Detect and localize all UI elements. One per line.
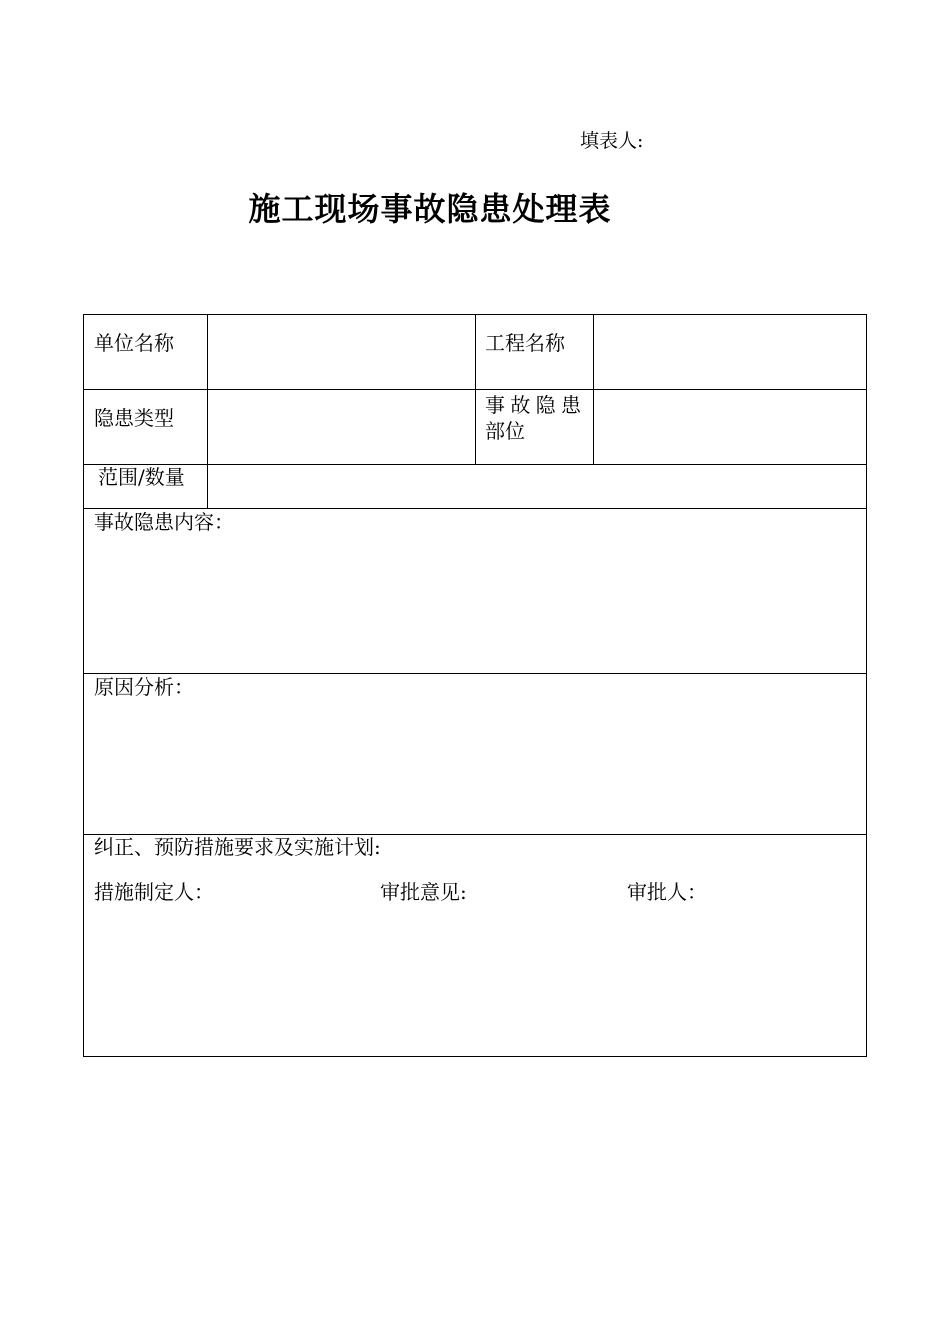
hazard-location-label: 事故隐患 部位 xyxy=(485,393,583,443)
row-divider-4 xyxy=(84,673,866,674)
approval-opinion-label: 审批意见: xyxy=(380,880,467,904)
page-title: 施工现场事故隐患处理表 xyxy=(248,190,612,228)
hazard-type-field[interactable] xyxy=(207,390,475,464)
cause-analysis-field[interactable] xyxy=(84,702,867,834)
cause-analysis-label: 原因分析： xyxy=(94,675,194,699)
hazard-form-table xyxy=(83,314,867,1057)
scope-quantity-field[interactable] xyxy=(207,465,867,508)
col-divider-middle xyxy=(475,315,476,464)
approver-label: 审批人： xyxy=(627,880,707,904)
unit-name-field[interactable] xyxy=(207,315,475,389)
hazard-content-field[interactable] xyxy=(84,537,867,673)
filler-label: 填表人: xyxy=(580,130,644,152)
measure-maker-label: 措施制定人： xyxy=(94,880,214,904)
scope-quantity-label: 范围/数量 xyxy=(98,465,185,489)
corrective-plan-label: 纠正、预防措施要求及实施计划: xyxy=(94,835,381,859)
hazard-location-field[interactable] xyxy=(593,390,867,464)
project-name-field[interactable] xyxy=(593,315,867,389)
project-name-label: 工程名称 xyxy=(485,331,565,355)
hazard-type-label: 隐患类型 xyxy=(94,406,174,430)
unit-name-label: 单位名称 xyxy=(94,331,174,355)
hazard-content-label: 事故隐患内容： xyxy=(94,510,234,534)
corrective-plan-field[interactable] xyxy=(84,910,867,1056)
